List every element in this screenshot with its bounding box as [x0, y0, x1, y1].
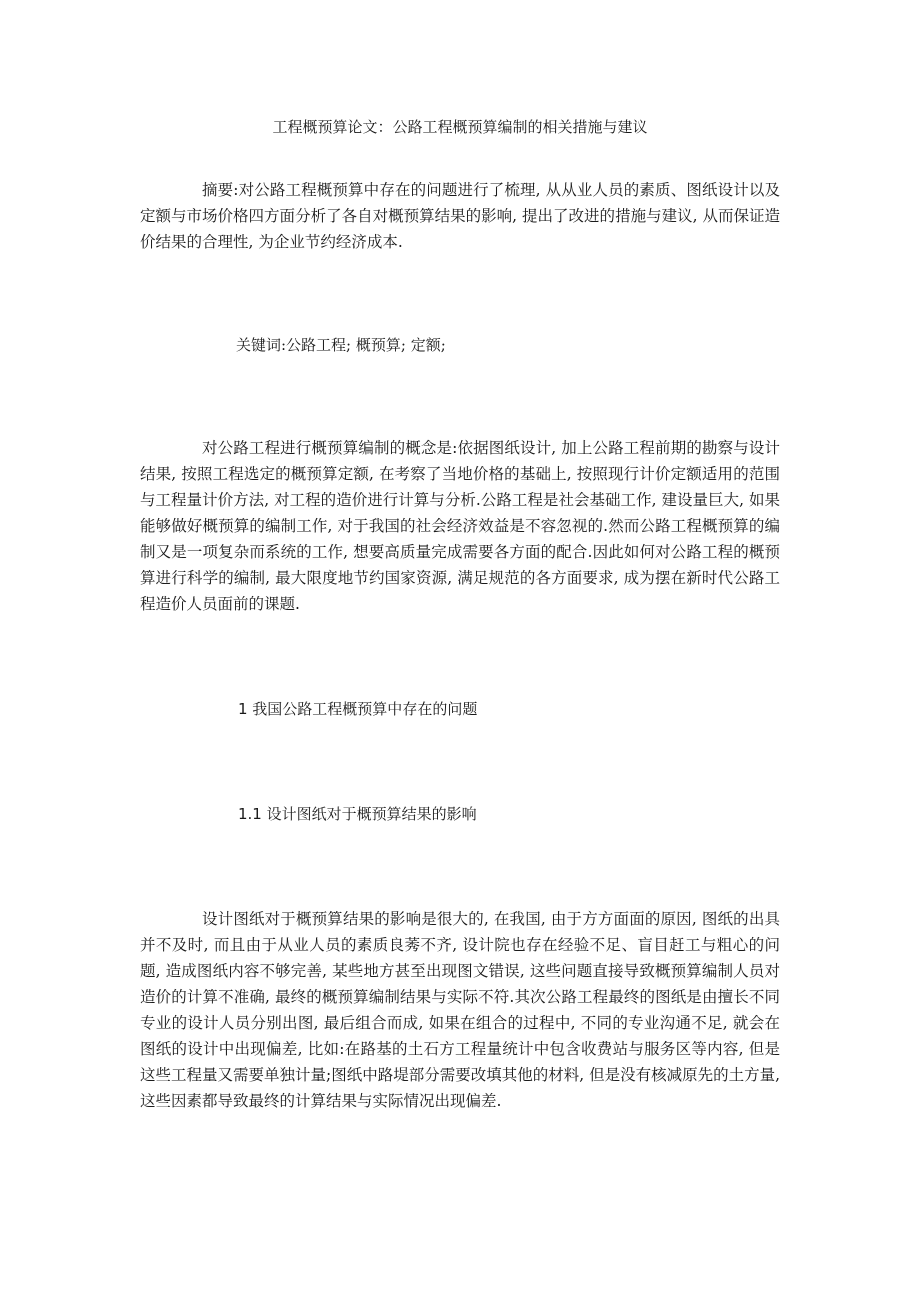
document-title: 工程概预算论文：公路工程概预算编制的相关措施与建议	[272, 118, 648, 136]
section-1-1-body: 设计图纸对于概预算结果的影响是很大的, 在我国, 由于方方面面的原因, 图纸的出具并不及时, 而且由于从业人员的素质良莠不齐, 设计院也存在经验不足、盲目赶工与粗心的问题, 造成图纸内容不够完善, 某些地方甚至出现图文错误, 这些问题直接导致概预算编制人员对造价的计算不准确, 最终的概预算编制结果与实际不符.其次公路工程最终的图纸是由擅长不同专业的设计人员分别出图, 最后组合而成, 如果在组合的过程中, 不同的专业沟通不足, 就会在图纸的设计中出现偏差, 比如:在路基的土石方工程量统计中包含收费站与服务区等内容, 但是这些工程量又需要单独计量;图纸中路堤部分需要改填其他的材料, 但是没有核减原先的土方量, 这些因素都导致最终的计算结果与实际情况出现偏差.	[140, 910, 781, 1110]
intro-paragraph: 对公路工程进行概预算编制的概念是:依据图纸设计, 加上公路工程前期的勘察与设计结果, 按照工程选定的概预算定额, 在考察了当地价格的基础上, 按照现行计价定额适用的范围与工程量计价方法, 对工程的造价进行计算与分析.公路工程是社会基础工作, 建设量巨大, 如果能够做好概预算的编制工作, 对于我国的社会经济效益是不容忽视的.然而公路工程概预算的编制又是一项复杂而系统的工作, 想要高质量完成需要各方面的配合.因此如何对公路工程的概预算进行科学的编制, 最大限度地节约国家资源, 满足规范的各方面要求, 成为摆在新时代公路工程造价人员面前的课题.	[140, 439, 780, 613]
abstract-paragraph: 摘要:对公路工程概预算中存在的问题进行了梳理, 从从业人员的素质、图纸设计以及定额与市场价格四方面分析了各自对概预算结果的影响, 提出了改进的措施与建议, 从而保证造价结果的合理性, 为企业节约经济成本.	[140, 181, 780, 251]
section-1-1-heading: 1.1 设计图纸对于概预算结果的影响	[238, 805, 477, 823]
keywords-line: 关键词:公路工程; 概预算; 定额;	[236, 336, 446, 354]
section-1-heading: 1 我国公路工程概预算中存在的问题	[238, 700, 478, 718]
